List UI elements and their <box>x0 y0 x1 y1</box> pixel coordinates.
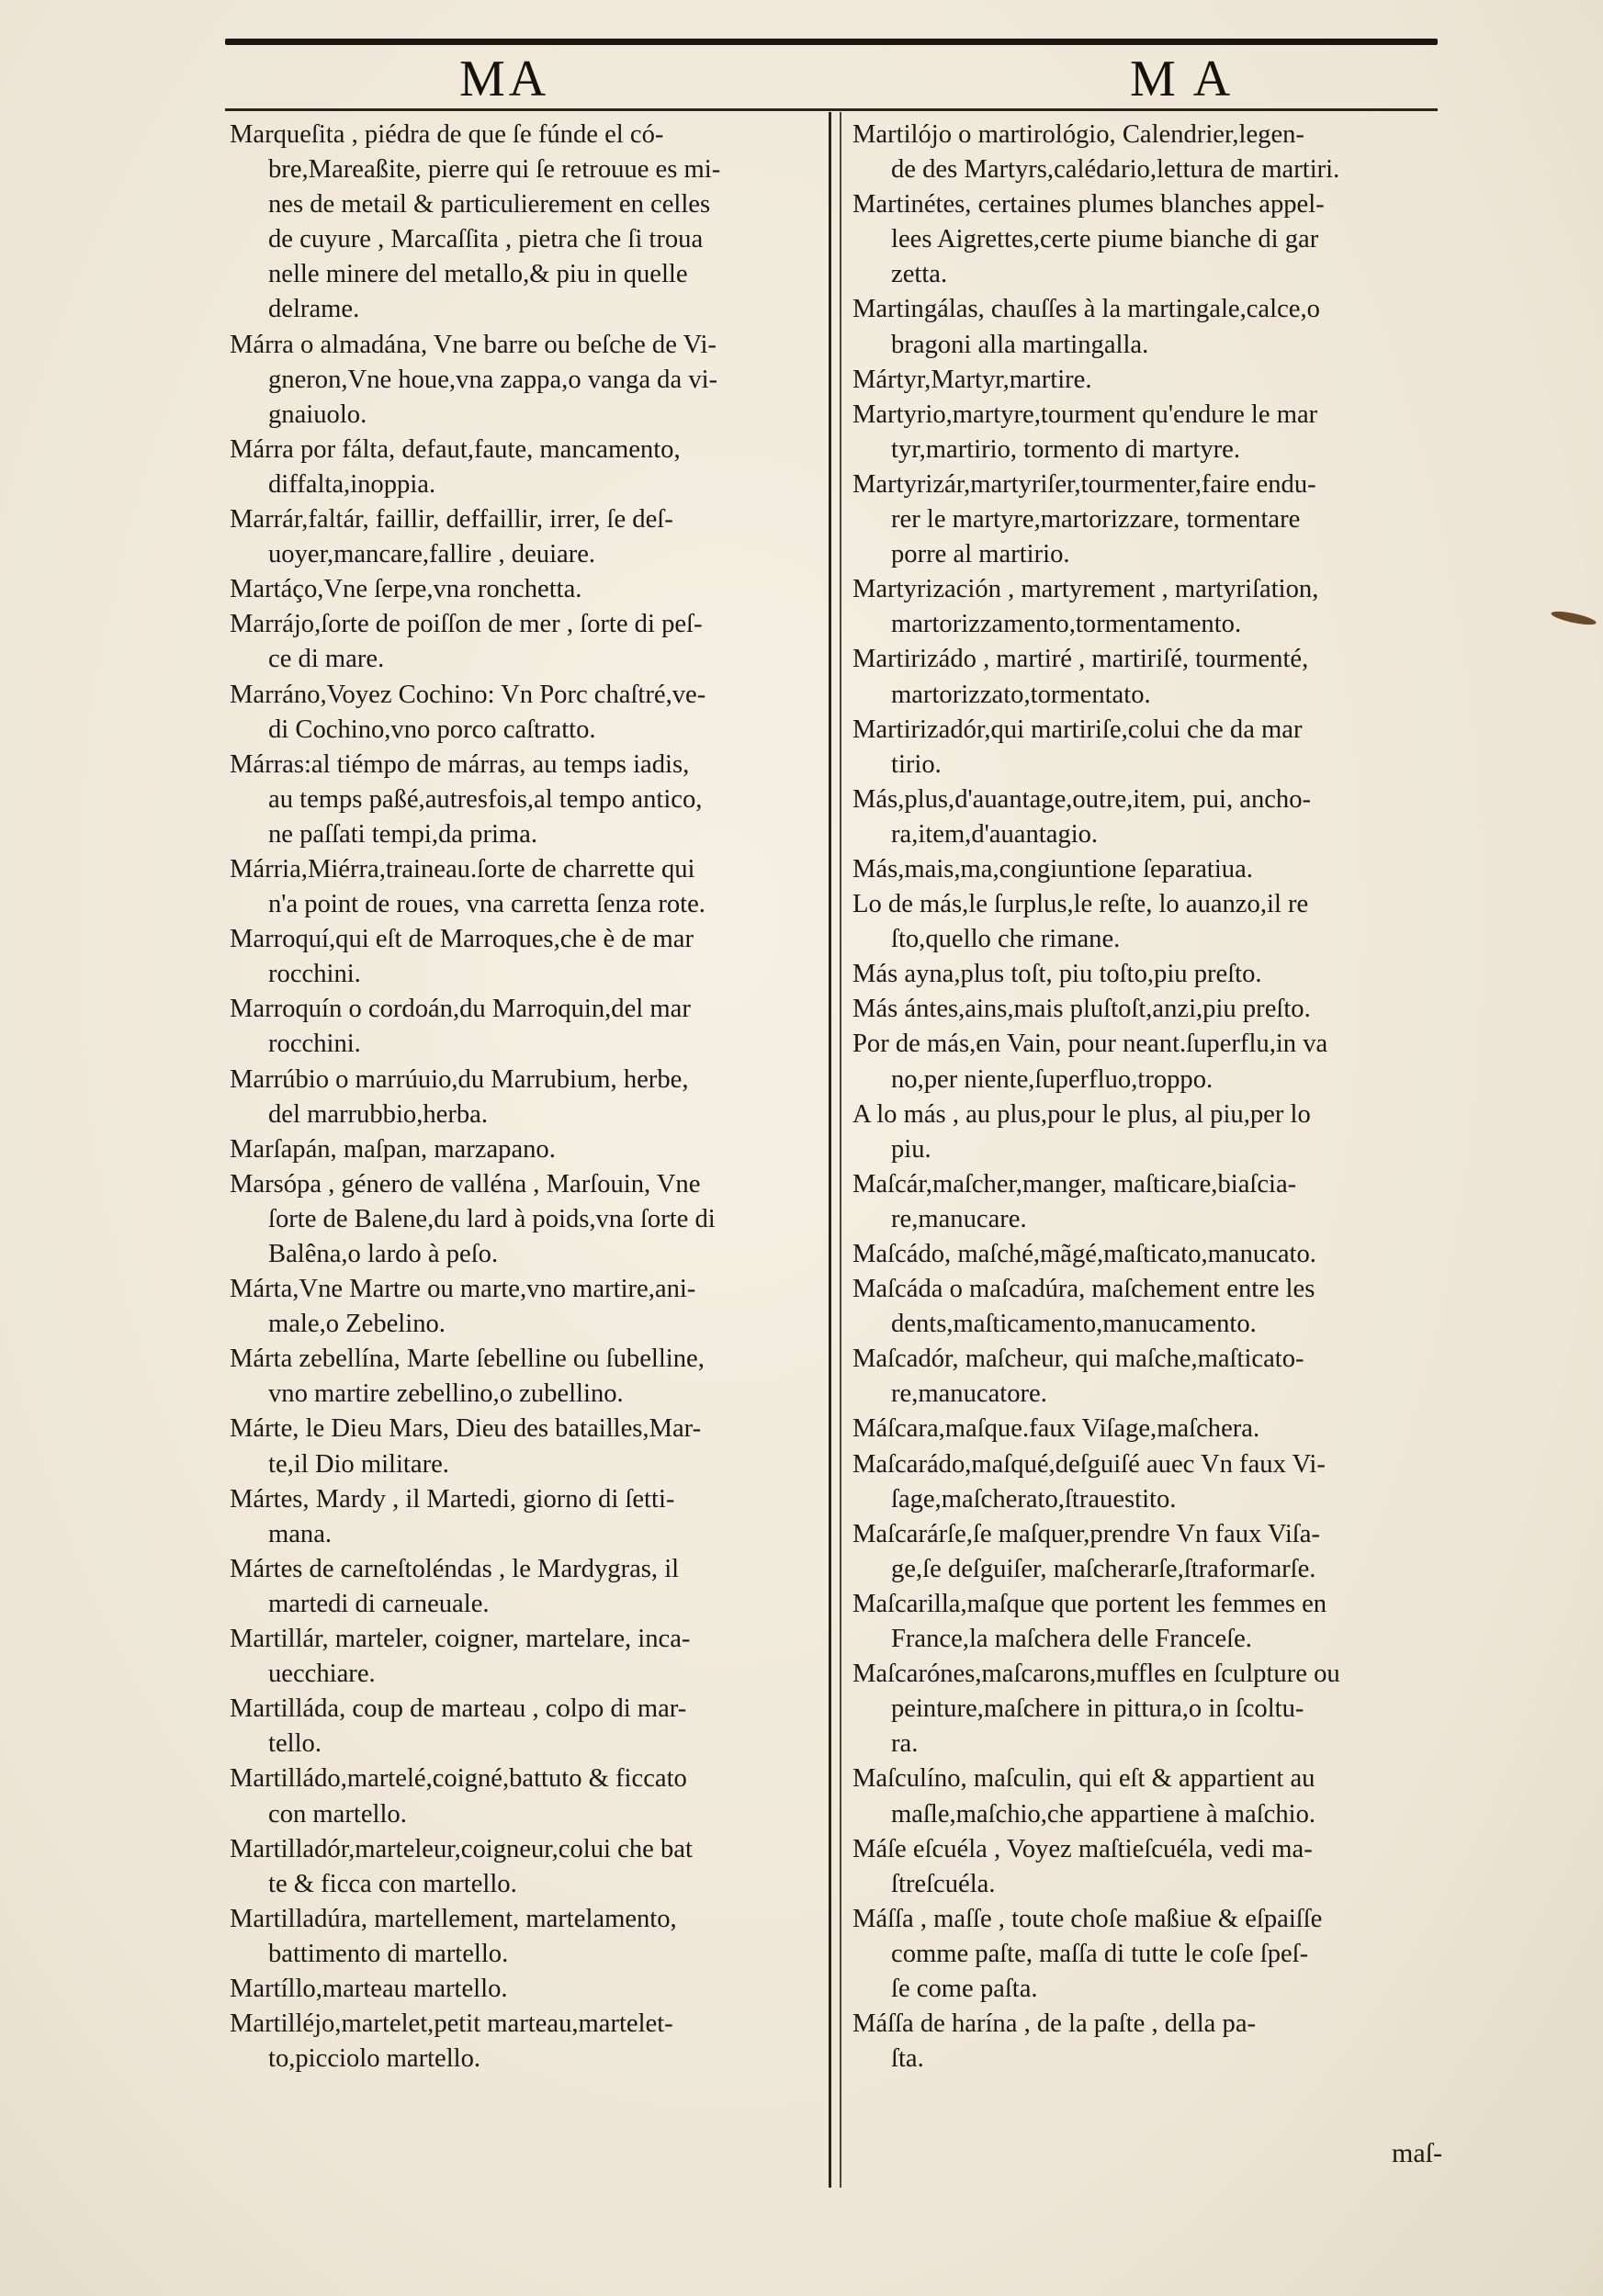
dictionary-entry <box>852 1412 1440 1446</box>
entry-line: re,manucatore. <box>891 1379 1047 1409</box>
entry-line: rocchini. <box>268 960 361 989</box>
entry-line: ge,ſe deſguiſer, maſcherarſe,ſtraformarſe. <box>891 1554 1316 1583</box>
entry-line: Martáço,Vne ſerpe,vna ronchetta. <box>230 575 582 604</box>
entry-line: Máſſa de harína , de la paſte , della pa- <box>852 2009 1257 2039</box>
entry-line: uecchiare. <box>268 1660 376 1689</box>
entry-line: del marrubbio,herba. <box>268 1099 488 1129</box>
entry-line: Martingálas, chauſſes à la martingale,calce,o <box>852 295 1320 324</box>
dictionary-entry <box>852 118 1440 187</box>
entry-line: Más ántes,ains,mais pluſtoſt,anzi,piu preſto. <box>852 995 1311 1024</box>
entry-line: Balêna,o lardo à peſo. <box>268 1240 499 1268</box>
dictionary-entry <box>230 328 814 433</box>
entry-line: mana. <box>268 1519 333 1548</box>
dictionary-entry <box>852 1447 1440 1517</box>
entry-line: tirio. <box>891 749 942 779</box>
entry-line: Maſcarónes,maſcarons,muffles en ſculpture ou <box>852 1660 1340 1689</box>
catchword: maſ- <box>1392 2138 1442 2168</box>
entry-line: Márras:al tiémpo de márras, au temps iadis, <box>230 749 690 779</box>
entry-line: bre,Mareaßite, pierre qui ſe retrouue es mi- <box>268 155 721 185</box>
entry-line: ra,item,d'auantagio. <box>891 819 1099 849</box>
entry-line: Maſcarádo,maſqué,deſguiſé auec Vn faux Vi- <box>852 1449 1326 1479</box>
entry-line: A lo más , au plus,pour le plus, al piu,per lo <box>852 1099 1311 1129</box>
dictionary-entry <box>852 1342 1440 1412</box>
dictionary-entry <box>852 852 1440 887</box>
entry-line: Maſcarárſe,ſe maſquer,prendre Vn faux Viſa- <box>852 1519 1320 1548</box>
entry-line: Marrúbio o marrúuio,du Marrubium, herbe, <box>230 1064 689 1094</box>
entry-line: ce di mare. <box>268 645 385 674</box>
entry-line: tyr,martirio, tormento di martyre. <box>891 434 1240 464</box>
entry-line: di Cochino,vno porco caſtratto. <box>268 715 596 744</box>
entry-line: re,manucare. <box>891 1204 1027 1233</box>
dictionary-entry <box>852 363 1440 398</box>
dictionary-entry <box>852 957 1440 992</box>
entry-line: Márta zebellína, Marte ſebelline ou ſubelline, <box>230 1345 705 1374</box>
entry-line: to,picciolo martello. <box>268 2044 481 2074</box>
dictionary-entry <box>230 1972 814 2007</box>
dictionary-entry <box>230 433 814 502</box>
entry-line: Martilládo,martelé,coigné,battuto & ficcato <box>230 1764 687 1794</box>
entry-line: nes de metail & particulierement en celles <box>268 190 711 219</box>
entry-line: Marqueſita , piédra de que ſe fúnde el có- <box>230 120 664 149</box>
entry-line: ſorte de Balene,du lard à poids,vna ſorte di <box>268 1204 716 1233</box>
dictionary-entry <box>852 1587 1440 1657</box>
entry-line: Maſcáda o maſcadúra, maſchement entre les <box>852 1275 1315 1304</box>
dictionary-entry <box>852 1517 1440 1587</box>
left-column <box>230 118 814 2077</box>
entry-line: no,per niente,ſuperfluo,troppo. <box>891 1064 1214 1094</box>
entry-line: diffalta,inoppia. <box>268 469 436 499</box>
entry-line: Martíllo,marteau martello. <box>230 1974 508 2003</box>
entry-line: Martilláda, coup de marteau , colpo di mar- <box>230 1694 687 1724</box>
column-divider-inner <box>840 112 841 2188</box>
running-head-left: MA <box>459 51 550 107</box>
entry-line: Más,plus,d'auantage,outre,item, pui, ancho- <box>852 784 1312 814</box>
entry-line: Márra por fálta, defaut,faute, mancamento, <box>230 434 681 464</box>
dictionary-entry <box>230 1272 814 1342</box>
entry-line: gneron,Vne houe,vna zappa,o vanga da vi- <box>268 365 718 394</box>
entry-line: Martyrización , martyrement , martyriſation, <box>852 575 1319 604</box>
column-divider <box>829 112 831 2188</box>
entry-line: de cuyure , Marcaſſita , pietra che ſi troua <box>268 225 704 254</box>
entry-line: Lo de más,le ſurplus,le reſte, lo auanzo,il re <box>852 890 1309 919</box>
header-rule <box>225 108 1438 111</box>
dictionary-entry <box>852 713 1440 782</box>
dictionary-entry <box>852 642 1440 712</box>
entry-line: Más ayna,plus toſt, piu toſto,piu preſto. <box>852 960 1262 989</box>
dictionary-entry <box>230 1063 814 1132</box>
entry-line: con martello. <box>268 1799 407 1829</box>
entry-line: Martirizádo , martiré , martiriſé, tourmenté, <box>852 645 1309 674</box>
dictionary-entry <box>852 1832 1440 1902</box>
entry-line: Martilladúra, martellement, martelamento, <box>230 1904 677 1933</box>
entry-line: martedi di carneuale. <box>268 1589 490 1618</box>
dictionary-entry <box>852 398 1440 467</box>
entry-line: Marráno,Voyez Cochino: Vn Porc chaſtré,ve- <box>230 680 706 709</box>
dictionary-entry <box>230 852 814 922</box>
entry-line: Marroquí,qui eſt de Marroques,che è de mar <box>230 925 694 954</box>
entry-line: uoyer,mancare,fallire , deuiare. <box>268 540 596 569</box>
entry-line: Mártyr,Martyr,martire. <box>852 365 1092 394</box>
entry-line: au temps paßé,autresfois,al tempo antico, <box>268 784 703 814</box>
entry-line: Mártes de carneſtoléndas , le Mardygras, il <box>230 1554 680 1583</box>
entry-line: ſe come paſta. <box>891 1974 1038 2003</box>
dictionary-entry <box>230 1902 814 1972</box>
entry-line: Maſcarilla,maſque que portent les femmes en <box>852 1589 1327 1618</box>
entry-line: martorizzamento,tormentamento. <box>891 610 1242 639</box>
entry-line: Martilléjo,martelet,petit marteau,martelet- <box>230 2009 673 2039</box>
dictionary-entry <box>852 292 1440 362</box>
dictionary-entry <box>230 118 814 328</box>
dictionary-entry <box>230 1552 814 1622</box>
top-rule <box>225 39 1438 45</box>
entry-line: ne paſſati tempi,da prima. <box>268 819 537 849</box>
dictionary-entry <box>852 467 1440 572</box>
dictionary-entry <box>852 1272 1440 1342</box>
entry-line: Maſcádo, maſché,mãgé,maſticato,manucato. <box>852 1240 1316 1268</box>
dictionary-entry <box>230 992 814 1062</box>
entry-line: Marsópa , género de valléna , Marſouin, Vne <box>230 1169 701 1199</box>
entry-line: te & ficca con martello. <box>268 1869 517 1898</box>
entry-line: ra. <box>891 1729 919 1759</box>
entry-line: Marroquín o cordoán,du Marroquin,del mar <box>230 995 691 1024</box>
entry-line: Martilójo o martirológio, Calendrier,legen- <box>852 120 1304 149</box>
entry-line: ſto,quello che rimane. <box>891 925 1121 954</box>
dictionary-entry <box>230 1412 814 1481</box>
dictionary-entry <box>852 1167 1440 1237</box>
entry-line: lees Aigrettes,certe piume bianche di gar <box>891 225 1319 254</box>
entry-line: Márta,Vne Martre ou marte,vno martire,ani- <box>230 1275 696 1304</box>
entry-line: Maſcadór, maſcheur, qui maſche,maſticato- <box>852 1345 1304 1374</box>
dictionary-entry <box>852 187 1440 292</box>
dictionary-entry <box>852 572 1440 642</box>
entry-line: Márte, le Dieu Mars, Dieu des batailles,Mar- <box>230 1414 702 1444</box>
entry-line: Martilladór,marteleur,coigneur,colui che bat <box>230 1834 693 1863</box>
entry-line: maſle,maſchio,che appartiene à maſchio. <box>891 1799 1316 1829</box>
dictionary-entry <box>230 1167 814 1272</box>
entry-line: Más,mais,ma,congiuntione ſeparatiua. <box>852 854 1253 884</box>
entry-line: comme paſte, maſſa di tutte le coſe ſpeſ- <box>891 1939 1309 1968</box>
entry-line: delrame. <box>268 295 360 324</box>
dictionary-entry <box>230 1761 814 1831</box>
entry-line: n'a point de roues, vna carretta ſenza rote. <box>268 890 706 919</box>
page-edge-mark <box>1551 609 1597 627</box>
entry-line: ſage,maſcherato,ſtrauestito. <box>891 1484 1177 1514</box>
entry-line: Márra o almadána, Vne barre ou beſche de Vi- <box>230 330 717 359</box>
dictionary-entry <box>852 1027 1440 1097</box>
entry-line: Máſcara,maſque.faux Viſage,maſchera. <box>852 1414 1260 1444</box>
dictionary-entry <box>230 1482 814 1552</box>
dictionary-entry <box>230 1342 814 1412</box>
entry-line: vno martire zebellino,o zubellino. <box>268 1379 624 1409</box>
dictionary-entry <box>852 1902 1440 2007</box>
entry-line: dents,maſticamento,manucamento. <box>891 1310 1257 1339</box>
entry-line: Martillár, marteler, coigner, martelare, inca- <box>230 1625 691 1654</box>
running-head-right: M A <box>1130 51 1235 107</box>
entry-line: Martirizadór,qui martiriſe,colui che da mar <box>852 715 1303 744</box>
entry-line: France,la maſchera delle Franceſe. <box>891 1625 1252 1654</box>
entry-line: peinture,maſchere in pittura,o in ſcoltu- <box>891 1694 1304 1724</box>
dictionary-entry <box>230 2007 814 2077</box>
entry-line: ſtreſcuéla. <box>891 1869 996 1898</box>
dictionary-entry <box>852 1237 1440 1272</box>
dictionary-entry <box>230 1622 814 1692</box>
entry-line: Máſſa , maſſe , toute choſe maßiue & eſpaiſſe <box>852 1904 1323 1933</box>
entry-line: tello. <box>268 1729 322 1759</box>
dictionary-entry <box>852 992 1440 1027</box>
entry-line: Marrájo,ſorte de poiſſon de mer , ſorte di peſ- <box>230 610 703 639</box>
dictionary-entry <box>230 1692 814 1761</box>
dictionary-entry <box>230 1132 814 1167</box>
entry-line: Marſapán, maſpan, marzapano. <box>230 1134 556 1164</box>
entry-line: bragoni alla martingalla. <box>891 330 1149 359</box>
entry-line: zetta. <box>891 260 948 289</box>
entry-line: Maſculíno, maſculin, qui eſt & appartient au <box>852 1764 1315 1794</box>
dictionary-entry <box>852 1761 1440 1831</box>
entry-line: te,il Dio militare. <box>268 1449 449 1479</box>
entry-line: porre al martirio. <box>891 540 1070 569</box>
entry-line: ſta. <box>891 2044 924 2074</box>
entry-line: Mártes, Mardy , il Martedi, giorno di ſetti- <box>230 1484 675 1514</box>
dictionary-entry <box>230 502 814 572</box>
dictionary-entry <box>852 1657 1440 1761</box>
dictionary-entry <box>852 2007 1440 2077</box>
entry-line: nelle minere del metallo,& piu in quelle <box>268 260 688 289</box>
entry-line: martorizzato,tormentato. <box>891 680 1151 709</box>
dictionary-entry <box>852 887 1440 957</box>
dictionary-entry <box>230 1832 814 1902</box>
entry-line: Martinétes, certaines plumes blanches appel- <box>852 190 1325 219</box>
entry-line: male,o Zebelino. <box>268 1310 446 1339</box>
entry-line: rer le martyre,martorizzare, tormentare <box>891 505 1301 535</box>
dictionary-entry <box>230 607 814 677</box>
entry-line: Martyrio,martyre,tourment qu'endure le mar <box>852 400 1318 429</box>
dictionary-entry <box>230 572 814 607</box>
entry-line: Márria,Miérra,traineau.ſorte de charrette qui <box>230 854 695 884</box>
dictionary-entry <box>230 922 814 992</box>
right-column <box>852 118 1440 2077</box>
entry-line: battimento di martello. <box>268 1939 509 1968</box>
entry-line: Por de más,en Vain, pour neant.ſuperflu,in va <box>852 1030 1328 1059</box>
entry-line: Máſe eſcuéla , Voyez maſtieſcuéla, vedi ma- <box>852 1834 1313 1863</box>
dictionary-entry <box>230 678 814 748</box>
dictionary-entry <box>230 748 814 852</box>
entry-line: piu. <box>891 1134 931 1164</box>
dictionary-entry <box>852 1097 1440 1167</box>
entry-line: Marrár,faltár, faillir, deffaillir, irrer, ſe deſ- <box>230 505 673 535</box>
dictionary-entry <box>852 782 1440 852</box>
entry-line: gnaiuolo. <box>268 400 367 429</box>
entry-line: Maſcár,maſcher,manger, maſticare,biaſcia- <box>852 1169 1297 1199</box>
entry-line: rocchini. <box>268 1030 361 1059</box>
entry-line: de des Martyrs,calédario,lettura de martiri. <box>891 155 1340 185</box>
entry-line: Martyrizár,martyriſer,tourmenter,faire endu- <box>852 469 1316 499</box>
